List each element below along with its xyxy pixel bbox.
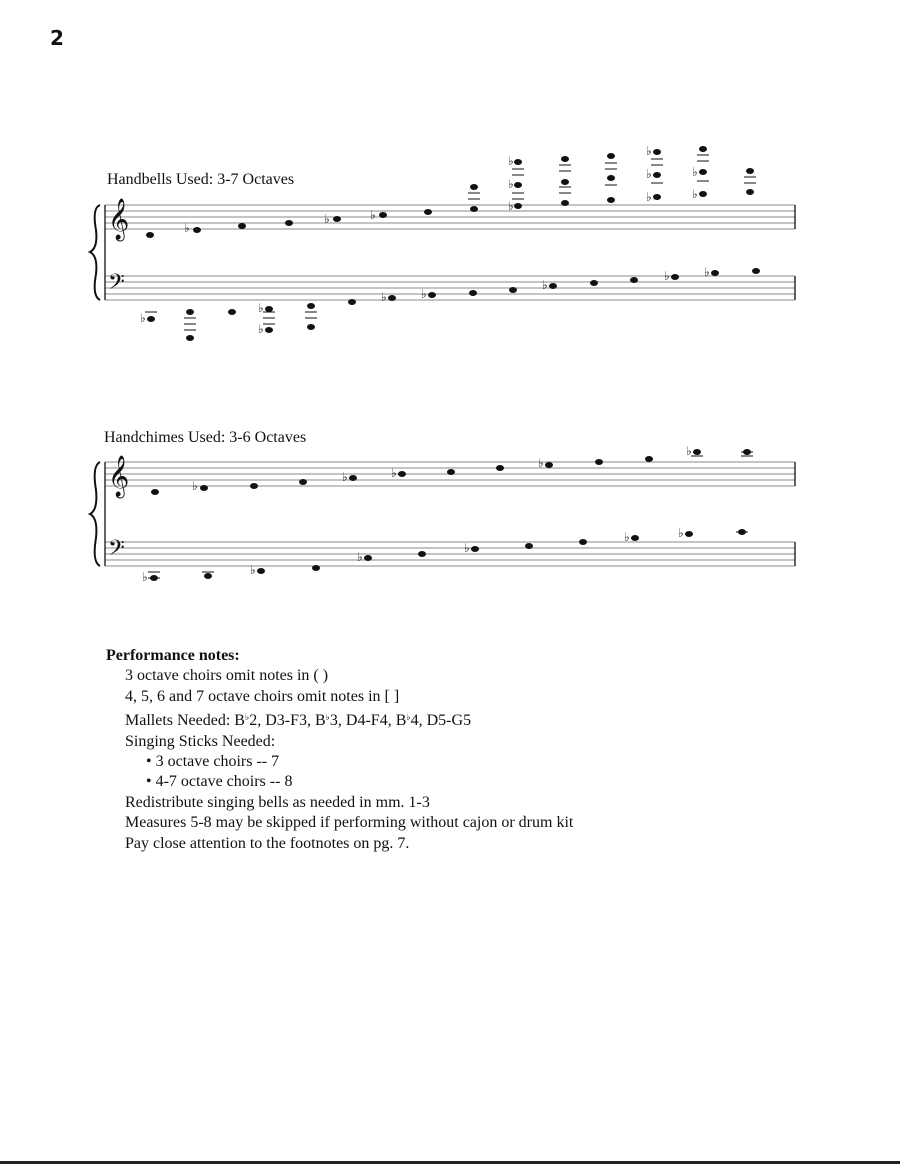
svg-text:♭: ♭ xyxy=(192,479,198,493)
svg-text:♭: ♭ xyxy=(664,269,670,283)
svg-text:♭: ♭ xyxy=(258,301,264,315)
svg-text:♭: ♭ xyxy=(464,541,470,555)
svg-text:♭: ♭ xyxy=(646,144,652,158)
treble-clef-icon: 𝄞 xyxy=(108,199,130,240)
svg-text:♭: ♭ xyxy=(342,470,348,484)
svg-text:♭: ♭ xyxy=(686,444,692,458)
note-omit-4-7-octave: 4, 5, 6 and 7 octave choirs omit notes in [ ] xyxy=(125,687,400,705)
svg-text:♭: ♭ xyxy=(370,208,376,222)
svg-text:♭: ♭ xyxy=(391,466,397,480)
svg-text:♭: ♭ xyxy=(704,265,710,279)
treble-clef-icon: 𝄞 xyxy=(108,456,130,497)
svg-text:♭: ♭ xyxy=(646,190,652,204)
svg-text:♭: ♭ xyxy=(381,290,387,304)
svg-text:♭: ♭ xyxy=(624,530,630,544)
svg-text:♭: ♭ xyxy=(646,167,652,181)
svg-text:♭: ♭ xyxy=(508,177,514,191)
handbells-grand-staff xyxy=(0,140,900,340)
performance-notes xyxy=(106,646,573,854)
svg-text:♭: ♭ xyxy=(508,199,514,213)
note-redistribute: Redistribute singing bells as needed in mm. 1-3 xyxy=(125,793,430,811)
svg-text:♭: ♭ xyxy=(324,212,330,226)
svg-text:♭: ♭ xyxy=(140,311,146,325)
note-sticks-3-octave: • 3 octave choirs -- 7 xyxy=(146,753,280,771)
svg-text:♭: ♭ xyxy=(538,456,544,470)
handbells-label: Handbells Used: 3-7 Octaves xyxy=(107,171,295,188)
svg-text:♭: ♭ xyxy=(184,221,190,235)
svg-text:♭: ♭ xyxy=(692,187,698,201)
svg-text:♭: ♭ xyxy=(542,278,548,292)
note-sticks-4-7-octave: • 4-7 octave choirs -- 8 xyxy=(146,773,293,791)
svg-text:♭: ♭ xyxy=(692,165,698,179)
note-mallets: Mallets Needed: B♭2, D3-F3, B♭3, D4-F4, B♭4, D5-G5 xyxy=(125,712,472,730)
page-number: 2 xyxy=(50,26,64,50)
handchimes-label: Handchimes Used: 3-6 Octaves xyxy=(104,429,307,446)
performance-notes-heading: Performance notes: xyxy=(106,647,240,664)
svg-text:♭: ♭ xyxy=(421,287,427,301)
svg-text:♭: ♭ xyxy=(250,563,256,577)
note-footnotes: Pay close attention to the footnotes on pg. 7. xyxy=(125,834,410,852)
svg-text:♭: ♭ xyxy=(258,322,264,336)
bass-clef-icon: 𝄢 xyxy=(108,270,125,300)
note-singing-sticks: Singing Sticks Needed: xyxy=(125,732,276,750)
note-measures-skip: Measures 5-8 may be skipped if performing without cajon or drum kit xyxy=(125,814,574,832)
note-omit-3-octave: 3 octave choirs omit notes in ( ) xyxy=(125,667,329,685)
svg-text:♭: ♭ xyxy=(357,550,363,564)
svg-text:♭: ♭ xyxy=(678,526,684,540)
handchimes-grand-staff xyxy=(0,440,900,600)
svg-text:♭: ♭ xyxy=(508,154,514,168)
bass-clef-icon: 𝄢 xyxy=(108,536,125,566)
svg-text:♭: ♭ xyxy=(142,570,148,584)
